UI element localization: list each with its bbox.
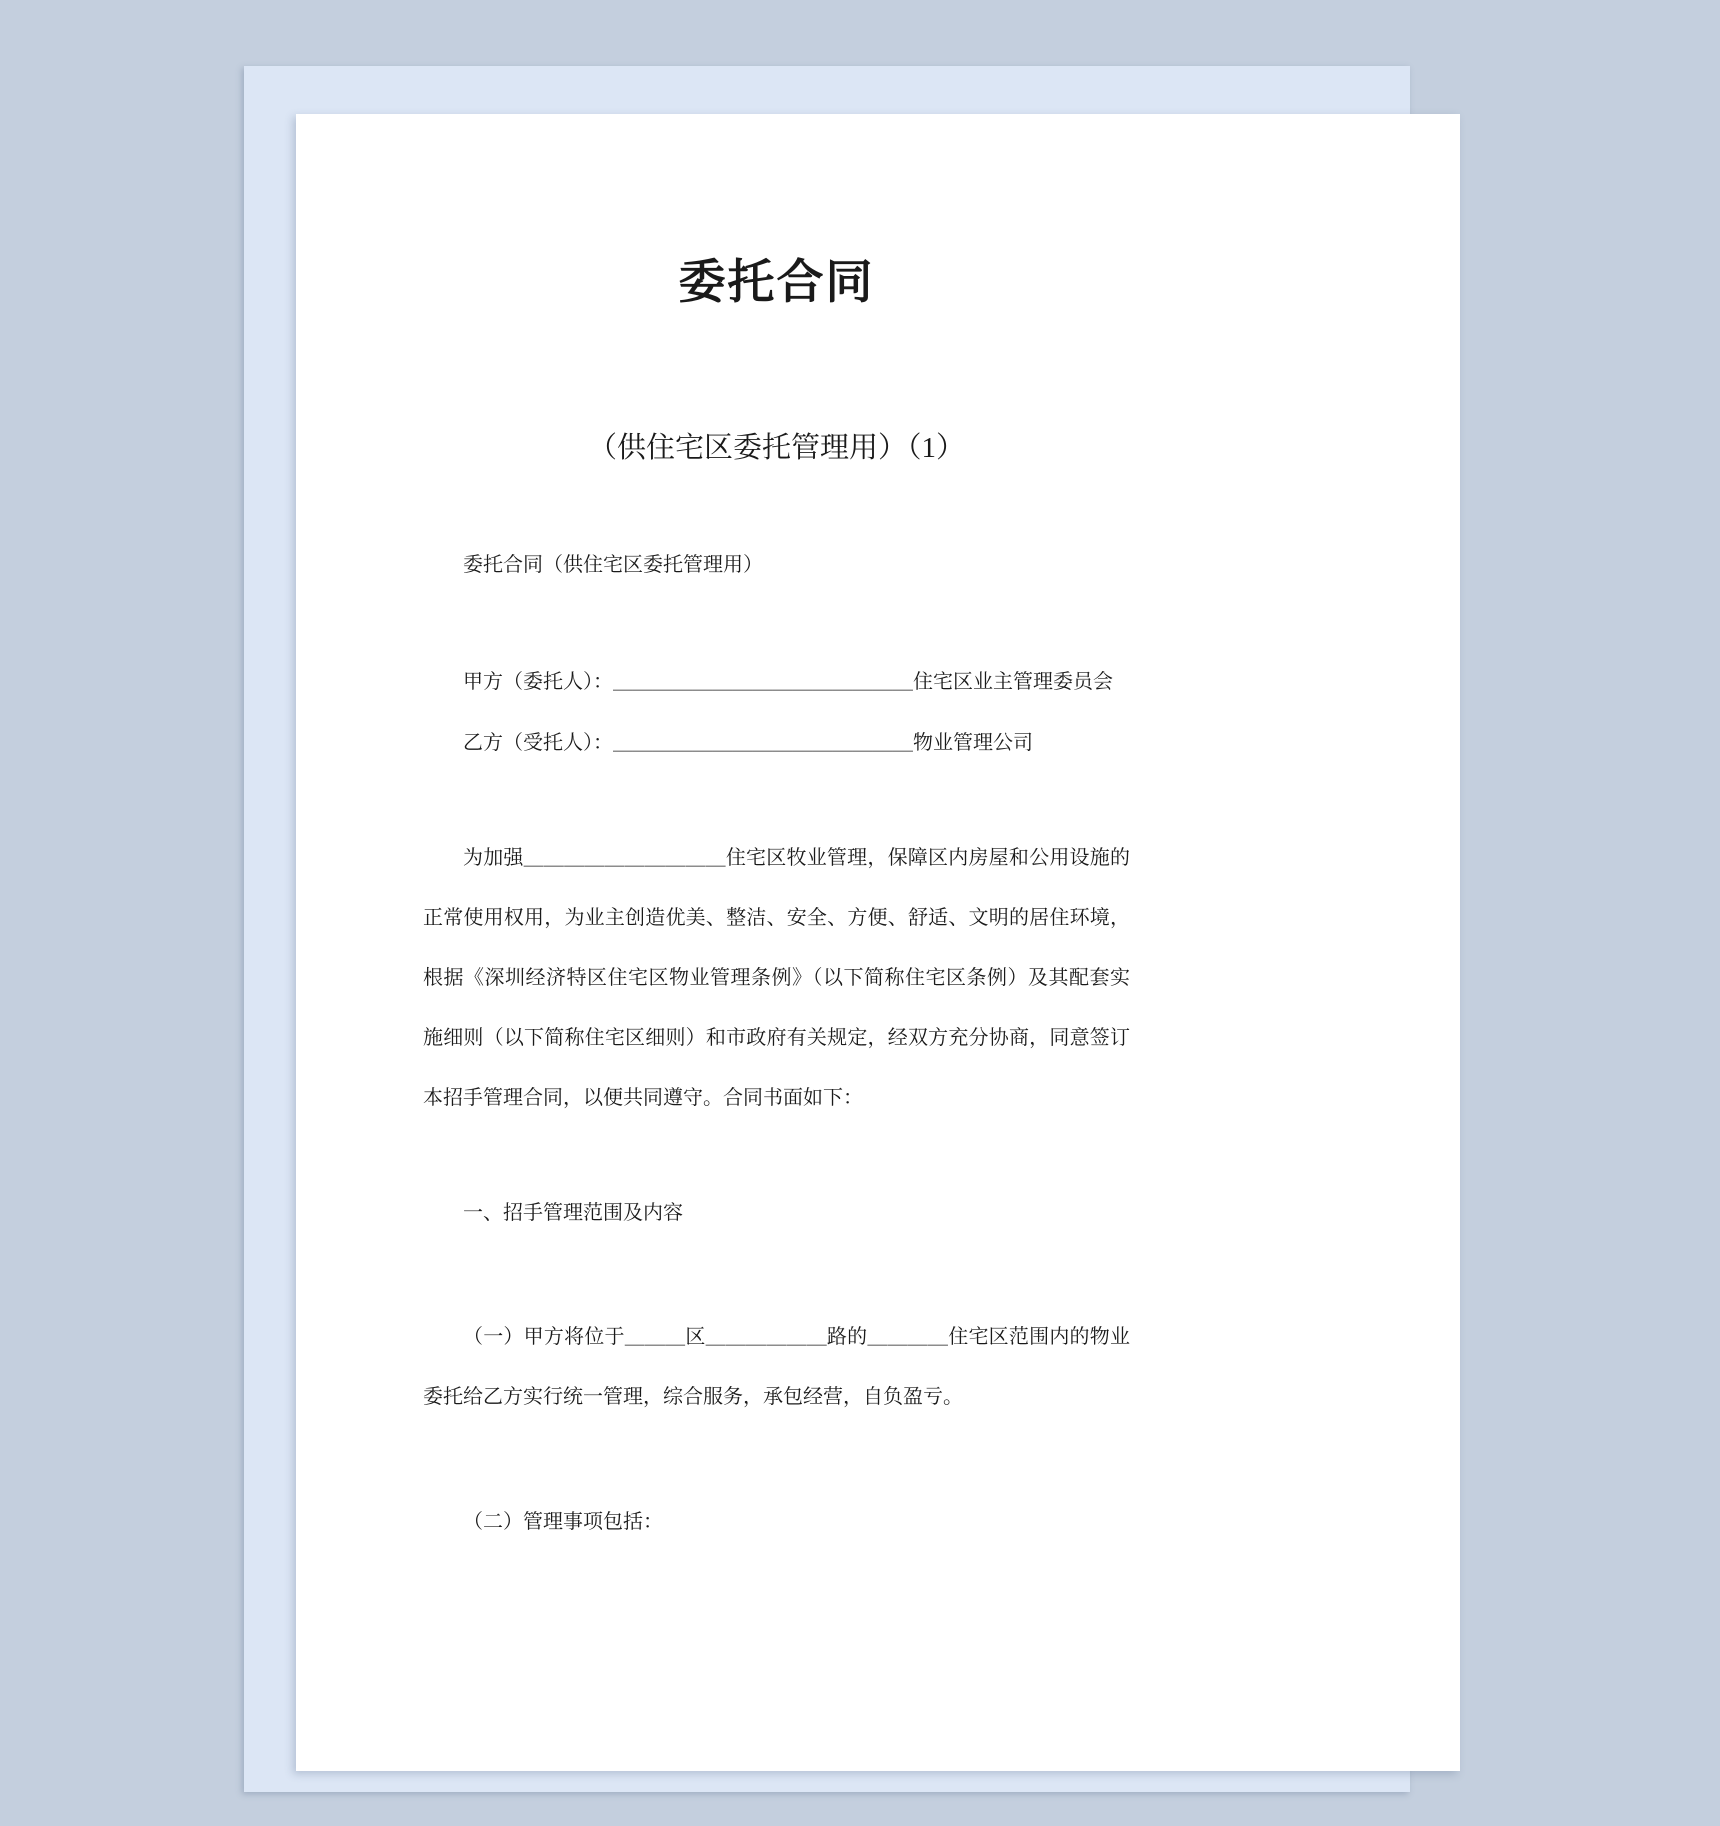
document-subtitle: （供住宅区委托管理用）（1） (587, 432, 965, 464)
party-b-line: 乙方（受托人）：＿＿＿＿＿＿＿＿＿＿＿＿＿＿＿物业管理公司 (463, 732, 1033, 754)
document-label-line: 委托合同（供住宅区委托管理用） (463, 554, 763, 576)
clause-one-paragraph: （一）甲方将位于＿＿＿区＿＿＿＿＿＿路的＿＿＿＿住宅区范围内的物业委托给乙方实行统一管理，综合服务，承包经营，自负盈亏。 (423, 1326, 1130, 1408)
section-one-heading: 一、招手管理范围及内容 (463, 1202, 683, 1224)
intro-paragraph: 为加强＿＿＿＿＿＿＿＿＿＿住宅区牧业管理，保障区内房屋和公用设施的正常使用权用，为业主创造优美、整洁、安全、方便、舒适、文明的居住环境，根据《深圳经济特区住宅区物业管理条例》（以下简称住宅区条例）及其配套实施细则（以下简称住宅区细则）和市政府有关规定，经双方充分协商，同意签订本招手管理合同，以便共同遵守。合同书面如下： (423, 847, 1130, 1109)
document-title: 委托合同 (678, 257, 875, 309)
party-a-line: 甲方（委托人）：＿＿＿＿＿＿＿＿＿＿＿＿＿＿＿住宅区业主管理委员会 (463, 671, 1113, 693)
clause-two-paragraph: （二）管理事项包括： (463, 1511, 663, 1533)
contract-page (296, 114, 1460, 1771)
